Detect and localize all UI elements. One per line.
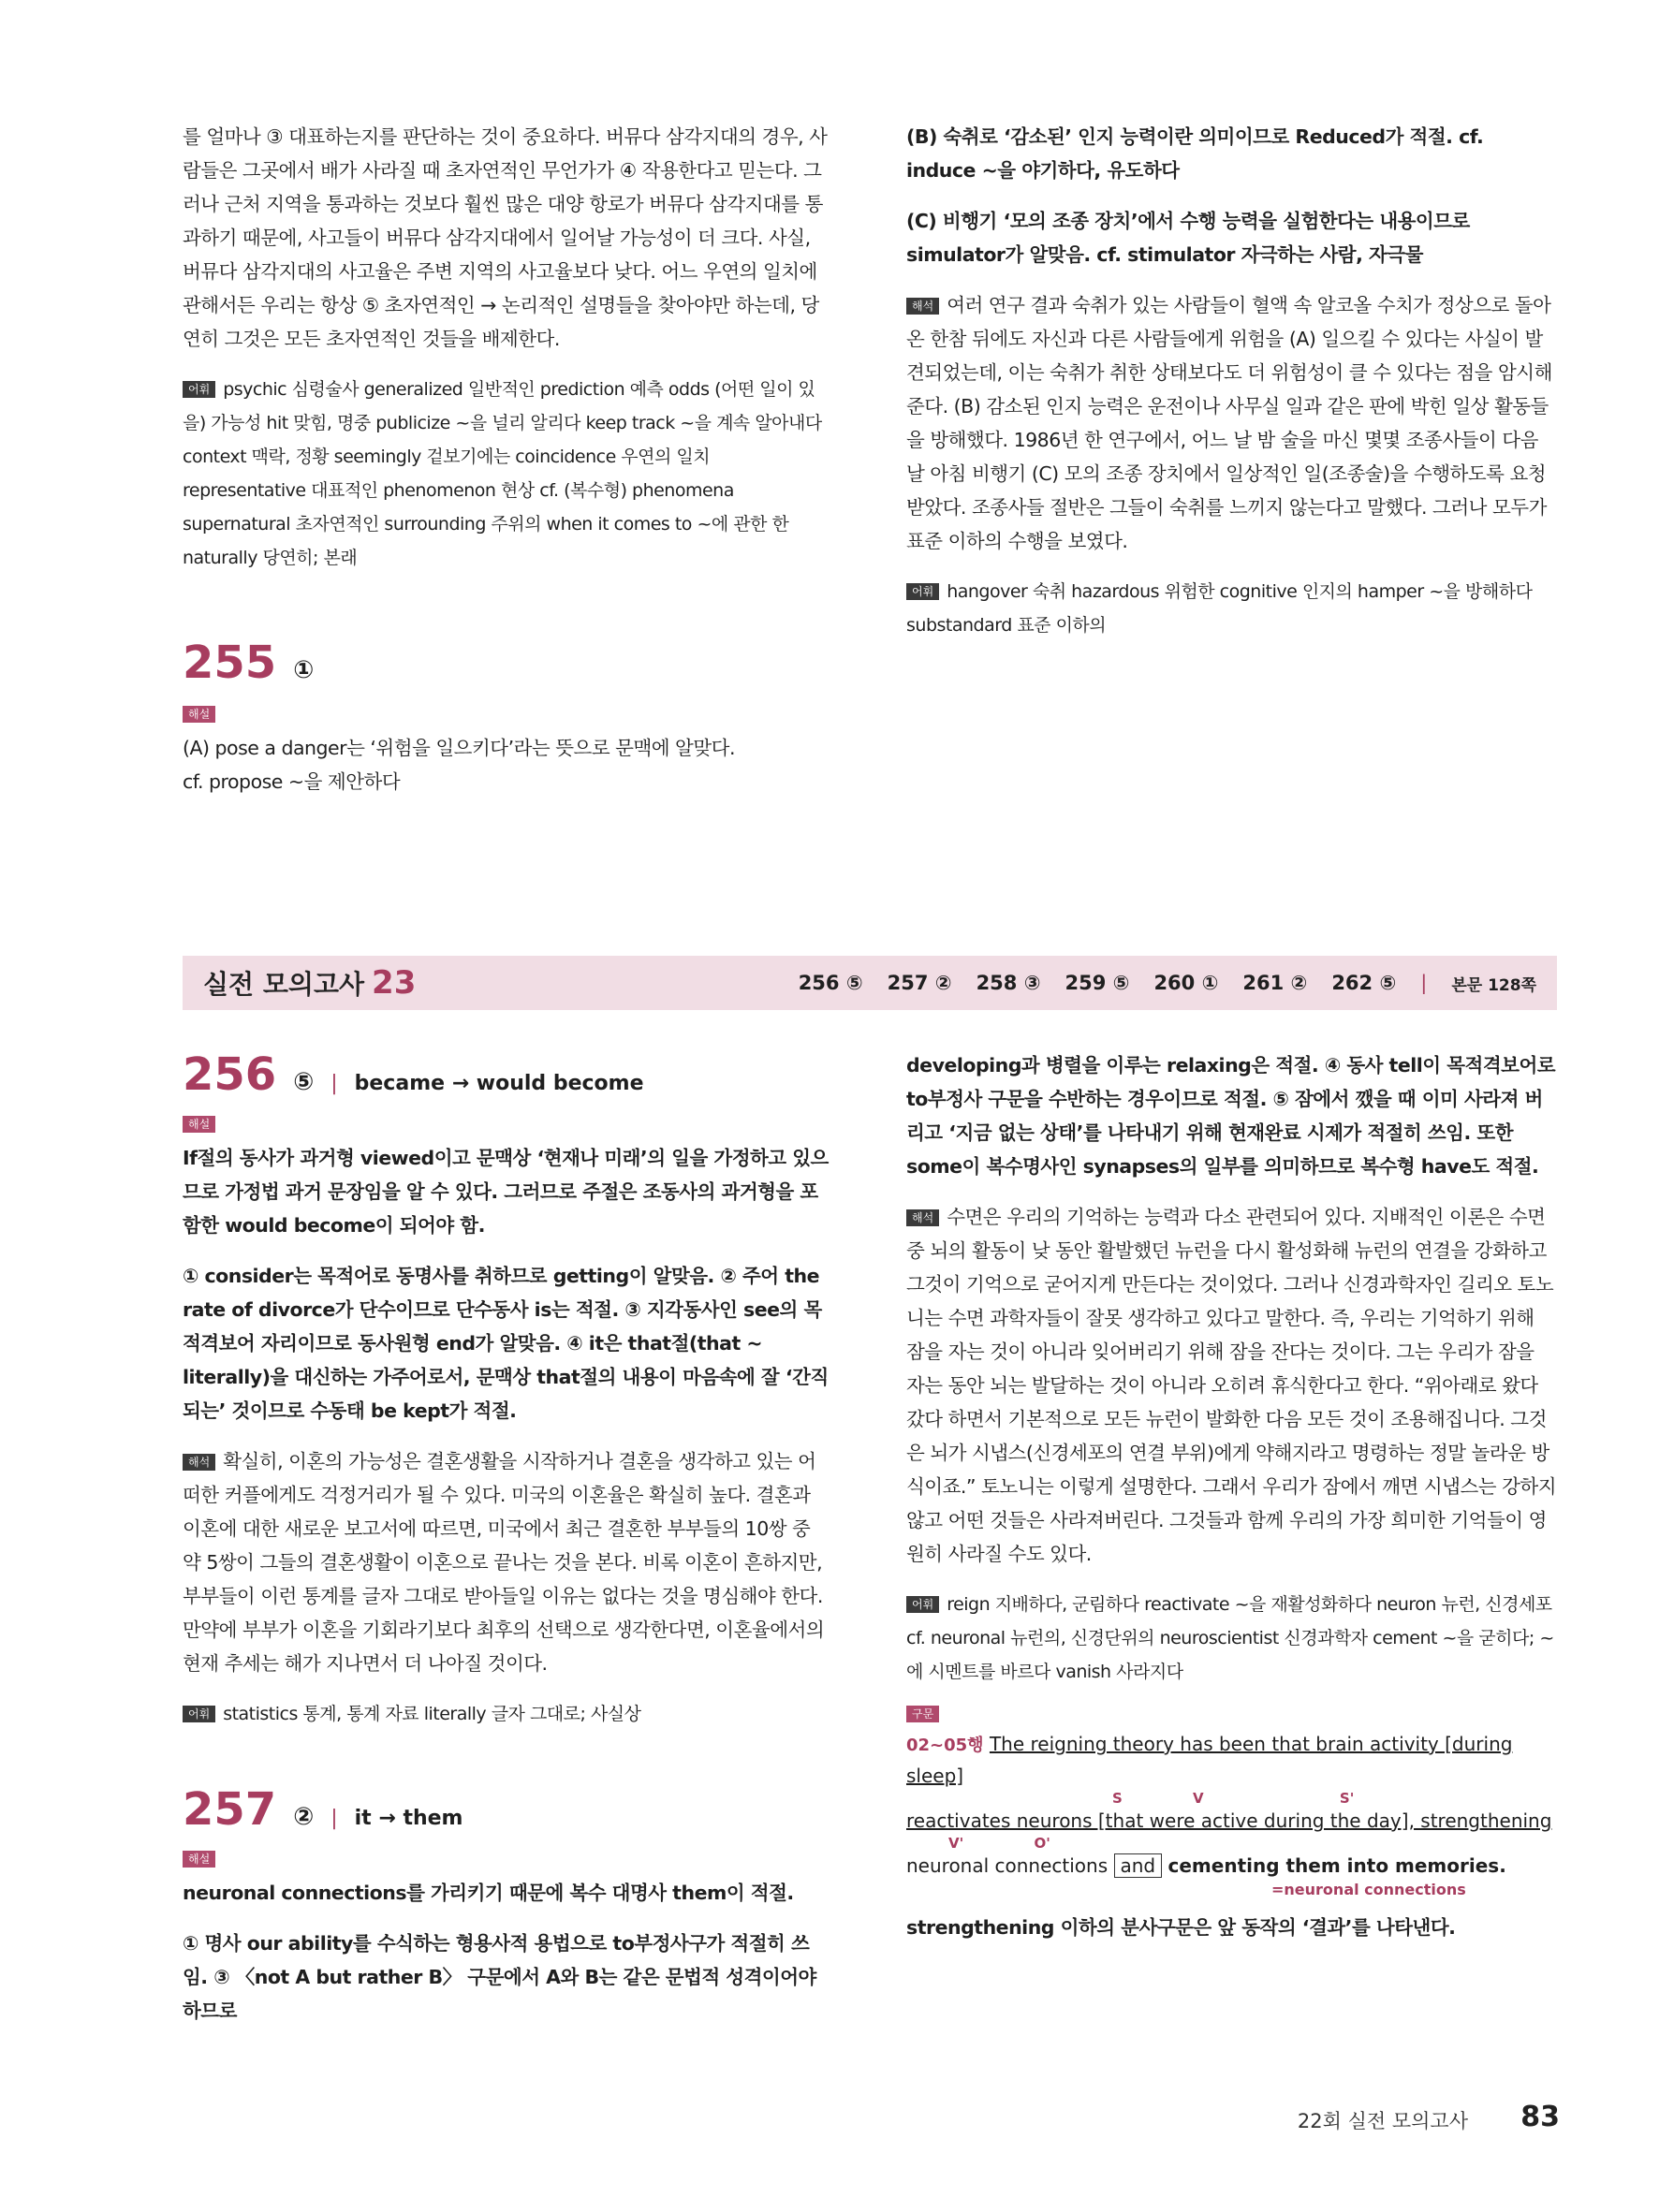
translation-block bbox=[906, 288, 1557, 558]
answer-key bbox=[799, 972, 1536, 995]
question-header bbox=[183, 1048, 829, 1101]
explanation-options: ① 명사 our ability를 수식하는 형용사적 용법으로 to부정사구가 적절히 쓰임. ③ 〈not A but rather B〉 구문에서 A와 B는 같은 문법적 성격이어야 하므로 bbox=[183, 1932, 816, 2022]
marker-object2: O' bbox=[1034, 1835, 1050, 1852]
question-answer: ② bbox=[293, 1803, 315, 1831]
answer-key-item: 257 ② bbox=[887, 972, 952, 994]
vocab-text: psychic 심령술사 generalized 일반적인 prediction 예측 odds (어떤 일이 있을) 가능성 hit 맞힘, 명중 publicize ~을 널리 알리다 keep track ~을 계속 알아내다 context 맥락, 정황 seemingly 겉보기에는 coincidence 우연의 일치 representative 대표적인 phenomenon 현상 cf. (복수형) phenomena supernatural 초자연적인 surrounding 주위의 when it comes to ~에 관한 한 naturally 당연히; 본래 bbox=[183, 379, 822, 568]
construct-tag: 구문 bbox=[906, 1706, 939, 1722]
construct-box: and bbox=[1114, 1853, 1163, 1878]
vocab-text: hangover 숙취 hazardous 위험한 cognitive 인지의 hamper ~을 방해하다 substandard 표준 이하의 bbox=[906, 581, 1533, 636]
correction: it → them bbox=[354, 1807, 463, 1830]
note-text: =neuronal connections bbox=[1271, 1881, 1466, 1898]
translation-block bbox=[183, 1444, 829, 1680]
answer-key-item: 258 ③ bbox=[976, 972, 1041, 994]
explanation-continued: developing과 병렬을 이루는 relaxing은 적절. ④ 동사 tell이 목적격보어로 to부정사 구문을 수반하는 경우이므로 적절. ⑤ 잠에서 깼을 때 이미 사라져 버리고 ‘지금 없는 상태’를 나타내기 위해 현재완료 시제가 적절히 쓰임. 또한 some이 복수명사인 synapses의 일부를 의미하므로 복수형 have도 적절. bbox=[906, 1054, 1556, 1178]
vocab-tag: 어휘 bbox=[183, 1706, 215, 1722]
question-answer: ① bbox=[293, 656, 315, 684]
vocab-tag: 어휘 bbox=[906, 583, 939, 600]
explanation-c: (C) 비행기 ‘모의 조종 장치’에서 수행 능력을 실험한다는 내용이므로 simulator가 알맞음. cf. stimulator 자극하는 사람, 자극물 bbox=[906, 210, 1470, 266]
construct-line bbox=[906, 1729, 1557, 1791]
explanation-b: (B) 숙취로 ‘감소된’ 인지 능력이란 의미이므로 Reduced가 적절. cf. induce ~을 야기하다, 유도하다 bbox=[906, 125, 1484, 182]
answer-key-item: 256 ⑤ bbox=[798, 972, 863, 994]
construct-note bbox=[906, 1881, 1557, 1899]
vocab-block bbox=[183, 1697, 829, 1731]
question-number: 256 bbox=[183, 1048, 277, 1101]
construct-line bbox=[906, 1851, 1557, 1881]
translation-tag: 해석 bbox=[906, 298, 939, 315]
question-header bbox=[183, 1783, 829, 1836]
construct-text: neuronal connections bbox=[906, 1854, 1109, 1877]
separator: | bbox=[330, 1072, 338, 1095]
construct-line bbox=[906, 1806, 1557, 1836]
section-number: 23 bbox=[372, 964, 417, 1002]
explanation bbox=[183, 1116, 829, 1428]
passage-translation-continued: 를 얼마나 ③ 대표하는지를 판단하는 것이 중요하다. 버뮤다 삼각지대의 경우, 사람들은 그곳에서 배가 사라질 때 초자연적인 무언가가 ④ 작용한다고 믿는다. 그러나 근처 지역을 통과하는 것보다 훨씬 많은 대양 항로가 버뮤다 삼각지대를 통과하기 때문에, 사고들이 버뮤다 삼각지대에서 일어날 가능성이 더 크다. 사실, 버뮤다 삼각지대의 사고율은 주변 지역의 사고율보다 낮다. 어느 우연의 일치에 관해서든 우리는 항상 ⑤ 초자연적인 → 논리적인 설명들을 찾아야만 하는데, 당연히 그것은 모든 초자연적인 것들을 배제한다. bbox=[183, 125, 828, 350]
construct-text: cementing them into memories. bbox=[1167, 1854, 1506, 1877]
question-257 bbox=[183, 1783, 829, 2044]
translation-tag: 해석 bbox=[906, 1209, 939, 1226]
translation-tag: 해석 bbox=[183, 1454, 215, 1471]
page-number: 83 bbox=[1520, 2101, 1560, 2133]
top-right-column bbox=[906, 120, 1557, 659]
vocab-block bbox=[183, 373, 829, 575]
bottom-right-column bbox=[906, 1048, 1557, 1961]
marker-verb2: V' bbox=[948, 1835, 964, 1852]
section-title: 실전 모의고사 bbox=[203, 969, 365, 1000]
page-reference: 본문 128쪽 bbox=[1451, 975, 1536, 995]
marker-verb: V bbox=[1193, 1790, 1204, 1807]
explanation-main: If절의 동사가 과거형 viewed이고 문맥상 ‘현재나 미래’의 일을 가정하고 있으므로 가정법 과거 문장임을 알 수 있다. 그러므로 주절은 조동사의 과거형을 포함한 would become이 되어야 함. bbox=[183, 1147, 829, 1237]
explanation-tag: 해설 bbox=[183, 706, 215, 723]
separator: | bbox=[330, 1807, 338, 1830]
vocab-tag: 어휘 bbox=[183, 381, 215, 398]
footer-label: 22회 실전 모의고사 bbox=[1297, 2110, 1468, 2132]
answer-key-item: 259 ⑤ bbox=[1065, 972, 1130, 994]
construct-block bbox=[906, 1706, 1557, 1944]
grammar-markers bbox=[906, 1791, 1557, 1806]
marker-subject2: S' bbox=[1339, 1790, 1355, 1807]
explanation-tag: 해설 bbox=[183, 1851, 215, 1868]
top-left-column bbox=[183, 120, 829, 592]
explanation bbox=[183, 706, 829, 798]
translation-text: 수면은 우리의 기억하는 능력과 다소 관련되어 있다. 지배적인 이론은 수면 중 뇌의 활동이 낮 동안 활발했던 뉴런을 다시 활성화해 뉴런의 연결을 강화하고 그것이 기억으로 굳어지게 만든다는 것이었다. 그러나 신경과학자인 길리오 토노니는 수면 과학자들이 잘못 생각하고 있다고 말한다. 즉, 우리는 기억하기 위해 잠을 자는 것이 아니라 잊어버리기 위해 잠을 잔다는 것이다. 그는 우리가 잠을 자는 동안 뇌는 발달하는 것이 아니라 오히려 휴식한다고 한다. “위아래로 왔다 갔다 하면서 기본적으로 모든 뉴런이 발화한 다음 모든 것이 조용해집니다. 그것은 뇌가 시냅스(신경세포의 연결 부위)에게 약해지라고 명령하는 정말 놀라운 방식이죠.” 토노니는 이렇게 설명한다. 그래서 우리가 잠에서 깨면 시냅스는 강하지 않고 어떤 것들은 사라져버린다. 그것들과 함께 우리의 가장 희미한 기억들이 영원히 사라질 수도 있다. bbox=[906, 1206, 1556, 1565]
explanation-tag: 해설 bbox=[183, 1116, 215, 1133]
translation-text: 여러 연구 결과 숙취가 있는 사람들이 혈액 속 알코올 수치가 정상으로 돌아온 한참 뒤에도 자신과 다른 사람들에게 위험을 (A) 일으킬 수 있다는 사실이 발견되었는데, 이는 숙취가 취한 상태보다도 더 위험성이 클 수 있다는 점을 암시해 준다. (B) 감소된 인지 능력은 운전이나 사무실 일과 같은 판에 박힌 일상 활동들을 방해했다. 1986년 한 연구에서, 어느 날 밤 술을 마신 몇몇 조종사들이 다음 날 아침 비행기 (C) 모의 조종 장치에서 일상적인 일(조종술)을 수행하도록 요청받았다. 조종사들 절반은 그들이 숙취를 느끼지 않는다고 말했다. 그러나 모두가 표준 이하의 수행을 보였다. bbox=[906, 294, 1552, 552]
question-256 bbox=[183, 1048, 829, 1748]
vocab-block bbox=[906, 1588, 1557, 1689]
marker-subject: S bbox=[1112, 1790, 1123, 1807]
grammar-markers bbox=[906, 1836, 1557, 1851]
question-number: 255 bbox=[183, 637, 277, 689]
vocab-tag: 어휘 bbox=[906, 1596, 939, 1613]
translation-block bbox=[906, 1200, 1557, 1571]
vocab-text: statistics 통계, 통계 자료 literally 글자 그대로; 사실상 bbox=[223, 1704, 641, 1724]
explanation-options: ① consider는 목적어로 동명사를 취하므로 getting이 알맞음. ② 주어 the rate of divorce가 단수이므로 단수동사 is는 적절. ③ 지각동사인 see의 목적격보어 자리이므로 동사원형 end가 알맞음. ④ it은 that절(that ~ literally)을 대신하는 가주어로서, 문맥상 that절의 내용이 마음속에 잘 ‘간직되는’ 것이므로 수동태 be kept가 적절. bbox=[183, 1265, 829, 1422]
correction: became → would become bbox=[354, 1072, 644, 1095]
answer-key-item: 260 ① bbox=[1153, 972, 1219, 994]
question-header bbox=[183, 637, 829, 689]
question-answer: ⑤ bbox=[293, 1068, 315, 1096]
line-reference: 02~05행 bbox=[906, 1736, 984, 1755]
section-header-bar bbox=[183, 956, 1557, 1010]
answer-key-item: 262 ⑤ bbox=[1331, 972, 1397, 994]
translation-text: 확실히, 이혼의 가능성은 결혼생활을 시작하거나 결혼을 생각하고 있는 어떠한 커플에게도 걱정거리가 될 수 있다. 미국의 이혼율은 확실히 높다. 결혼과 이혼에 대한 새로운 보고서에 따르면, 미국에서 최근 결혼한 부부들의 10쌍 중 약 5쌍이 그들의 결혼생활이 이혼으로 끝나는 것을 본다. 비록 이혼이 흔하지만, 부부들이 이런 통계를 글자 그대로 받아들일 이유는 없다는 것을 명심해야 한다. 만약에 부부가 이혼을 기회라기보다 최후의 선택으로 생각한다면, 이혼율에서의 현재 추세는 해가 지나면서 더 나아질 것이다. bbox=[183, 1450, 825, 1675]
question-255 bbox=[183, 637, 829, 798]
answer-key-item: 261 ② bbox=[1242, 972, 1308, 994]
construct-text: The reigning theory has been that brain activity [during sleep] bbox=[906, 1733, 1513, 1787]
separator: | bbox=[1420, 972, 1428, 994]
question-number: 257 bbox=[183, 1783, 277, 1836]
construct-text: reactivates neurons [that were active during the day], strengthening bbox=[906, 1809, 1552, 1832]
explanation-line: (A) pose a danger는 ‘위험을 일으키다’라는 뜻으로 문맥에 알맞다. bbox=[183, 737, 735, 759]
vocab-text: reign 지배하다, 군림하다 reactivate ~을 재활성화하다 neuron 뉴런, 신경세포 cf. neuronal 뉴런의, 신경단위의 neuroscientist 신경과학자 cement ~을 굳히다; ~에 시멘트를 바르다 vanish 사라지다 bbox=[906, 1594, 1554, 1682]
vocab-block bbox=[906, 575, 1557, 642]
construct-summary: strengthening 이하의 분사구문은 앞 동작의 ‘결과’를 나타낸다. bbox=[906, 1916, 1456, 1939]
explanation bbox=[183, 1851, 829, 2028]
explanation-line: cf. propose ~을 제안하다 bbox=[183, 770, 401, 793]
explanation-main: neuronal connections를 가리키기 때문에 복수 대명사 them이 적절. bbox=[183, 1882, 794, 1904]
